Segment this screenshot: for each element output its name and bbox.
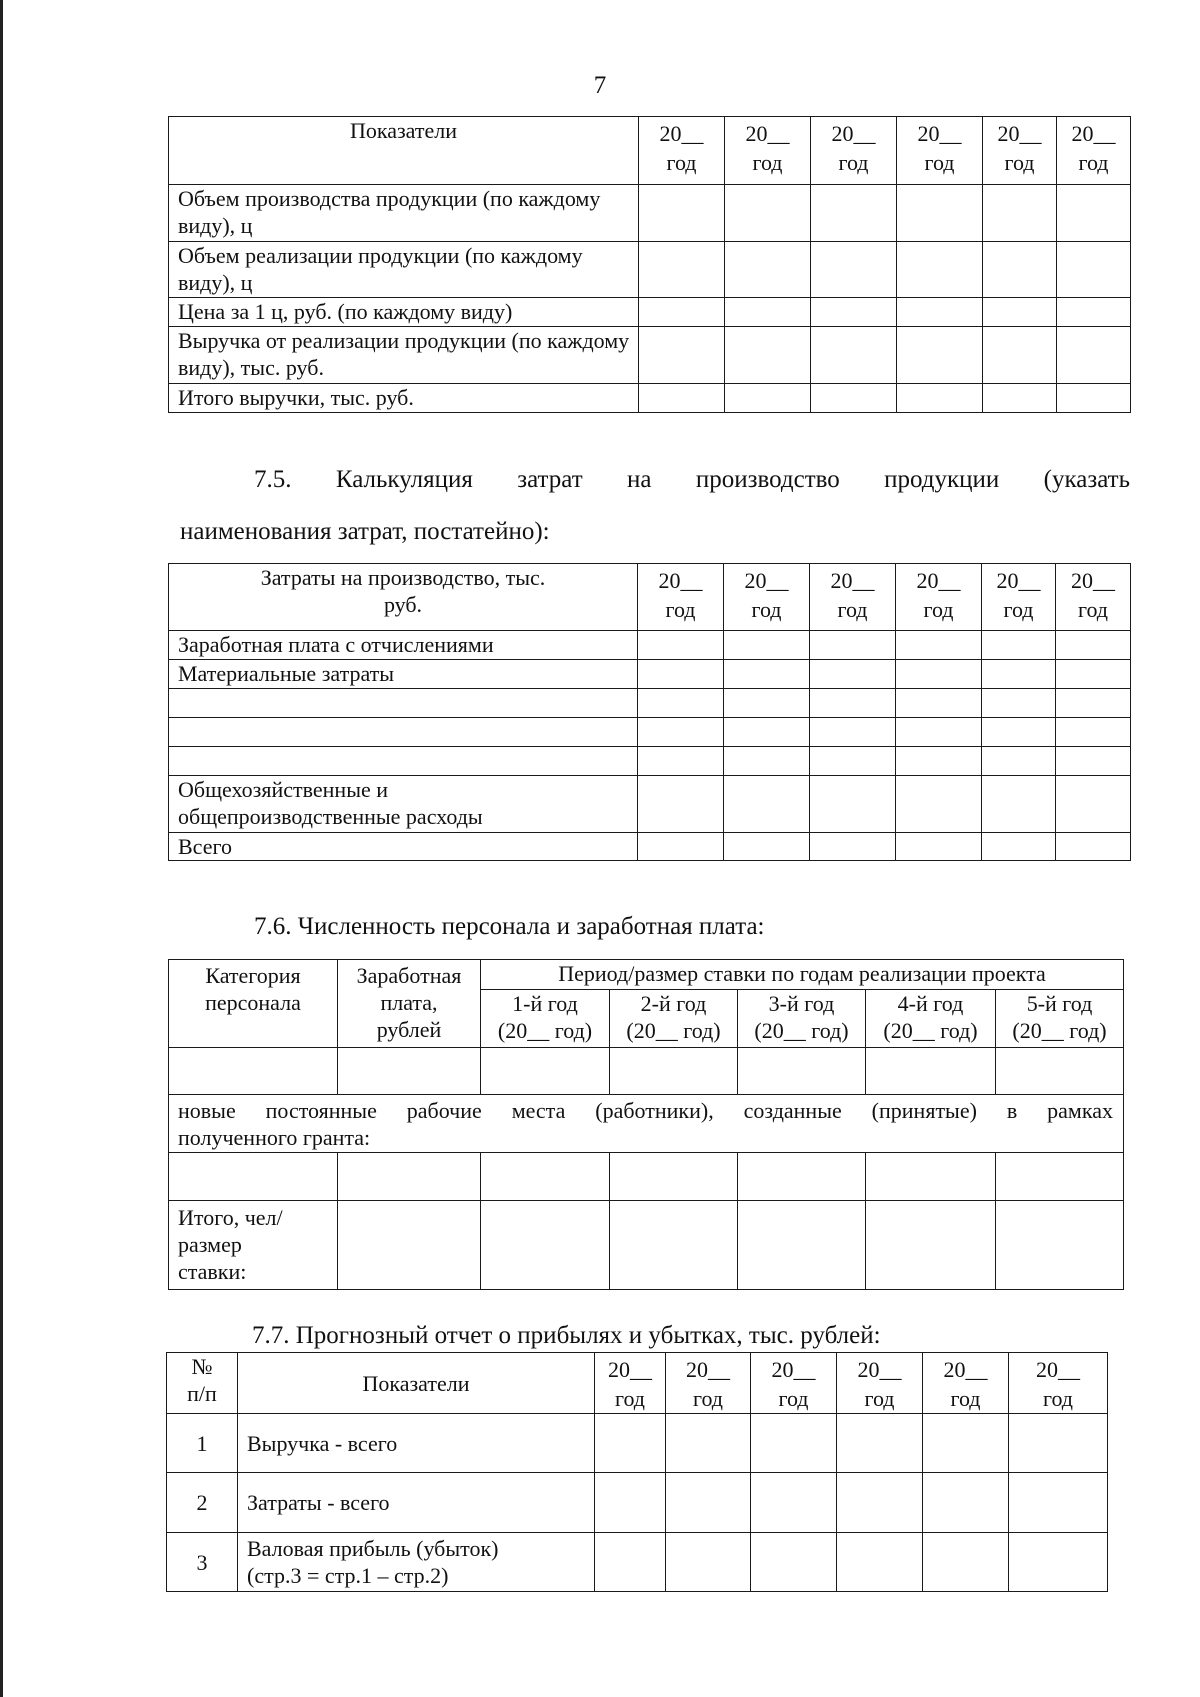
value-cell[interactable]: [639, 384, 725, 413]
value-cell[interactable]: [810, 718, 896, 747]
table-row: [167, 1414, 1108, 1473]
year-1-header: 1-й год (20__ год): [481, 990, 610, 1048]
value-cell[interactable]: [897, 242, 983, 298]
page-edge: [0, 0, 3, 1697]
table-row: [169, 631, 1131, 660]
indicators-header: Показатели: [238, 1353, 595, 1414]
section-7-6-heading: 7.6. Численность персонала и заработная плата:: [254, 913, 765, 940]
value-cell[interactable]: [897, 384, 983, 413]
value-cell[interactable]: [1057, 298, 1131, 327]
row-label: Цена за 1 ц, руб. (по каждому виду): [169, 298, 639, 327]
table-row: [167, 1533, 1108, 1592]
category-header: Категория персонала: [169, 960, 338, 1048]
value-cell[interactable]: [810, 776, 896, 833]
value-cell[interactable]: [724, 689, 810, 718]
value-cell[interactable]: [1009, 1414, 1108, 1473]
value-cell[interactable]: [1057, 384, 1131, 413]
value-cell[interactable]: [738, 1153, 866, 1201]
value-cell[interactable]: [923, 1414, 1009, 1473]
value-cell[interactable]: [983, 384, 1057, 413]
value-cell[interactable]: [639, 185, 725, 242]
value-cell[interactable]: [610, 1048, 738, 1095]
year-header: 20__ год: [810, 564, 896, 631]
row-label: Выручка от реализации продукции (по каждому виду), тыс. руб.: [169, 327, 639, 384]
value-cell[interactable]: [896, 689, 982, 718]
year-header: 20__ год: [639, 117, 725, 185]
value-cell[interactable]: [897, 327, 983, 384]
year-3-header: 3-й год (20__ год): [738, 990, 866, 1048]
value-cell[interactable]: [983, 298, 1057, 327]
value-cell[interactable]: [982, 747, 1056, 776]
value-cell[interactable]: [982, 718, 1056, 747]
value-cell[interactable]: [983, 327, 1057, 384]
table-row: [169, 298, 1131, 327]
year-header: 20__ год: [811, 117, 897, 185]
value-cell[interactable]: [896, 833, 982, 861]
value-cell[interactable]: [724, 747, 810, 776]
value-cell[interactable]: [610, 1153, 738, 1201]
value-cell[interactable]: [837, 1533, 923, 1592]
table-row: [169, 689, 1131, 718]
value-cell[interactable]: [738, 1048, 866, 1095]
value-cell[interactable]: [638, 689, 724, 718]
value-cell[interactable]: [811, 298, 897, 327]
row-label: Итого выручки, тыс. руб.: [169, 384, 639, 413]
value-cell[interactable]: [837, 1473, 923, 1533]
row-number: 2: [167, 1473, 238, 1533]
year-header: 20__ год: [595, 1353, 666, 1414]
table-row: [169, 185, 1131, 242]
value-cell[interactable]: [996, 1201, 1124, 1290]
table-row: [167, 1473, 1108, 1533]
value-cell[interactable]: [639, 242, 725, 298]
year-header: 20__ год: [1009, 1353, 1108, 1414]
value-cell[interactable]: [923, 1473, 1009, 1533]
value-cell[interactable]: [810, 631, 896, 660]
value-cell[interactable]: [982, 660, 1056, 689]
value-cell[interactable]: [638, 747, 724, 776]
period-header: Период/размер ставки по годам реализации проекта: [481, 960, 1124, 990]
year-5-header: 5-й год (20__ год): [996, 990, 1124, 1048]
value-cell[interactable]: [866, 1201, 996, 1290]
section-7-5-heading: 7.5. Калькуляция затрат на производство продукции (указать наименования затрат, постатейно):: [180, 466, 1130, 545]
row-label: Объем реализации продукции (по каждому виду), ц: [169, 242, 639, 298]
value-cell[interactable]: [724, 833, 810, 861]
table-row: [169, 1153, 1124, 1201]
value-cell[interactable]: [811, 242, 897, 298]
value-cell[interactable]: [1057, 242, 1131, 298]
table-row: [169, 384, 1131, 413]
page-number: 7: [593, 72, 607, 99]
row-label: Затраты - всего: [238, 1473, 595, 1533]
value-cell[interactable]: [983, 242, 1057, 298]
value-cell[interactable]: [610, 1201, 738, 1290]
value-cell[interactable]: [996, 1048, 1124, 1095]
value-cell[interactable]: [1056, 718, 1131, 747]
row-label: Выручка - всего: [238, 1414, 595, 1473]
value-cell[interactable]: [595, 1533, 666, 1592]
value-cell[interactable]: [725, 384, 811, 413]
year-header: 20__ год: [1056, 564, 1131, 631]
value-cell[interactable]: [982, 776, 1056, 833]
salary-cell[interactable]: [338, 1201, 481, 1290]
value-cell[interactable]: [810, 747, 896, 776]
value-cell[interactable]: [811, 384, 897, 413]
value-cell[interactable]: [837, 1414, 923, 1473]
table-row: [169, 747, 1131, 776]
value-cell[interactable]: [595, 1473, 666, 1533]
value-cell[interactable]: [896, 776, 982, 833]
value-cell[interactable]: [1057, 185, 1131, 242]
salary-header: Заработная плата, рублей: [338, 960, 481, 1048]
table-row: [169, 242, 1131, 298]
value-cell[interactable]: [481, 1048, 610, 1095]
value-cell[interactable]: [896, 660, 982, 689]
value-cell[interactable]: [638, 660, 724, 689]
row-label: Общехозяйственные и общепроизводственные расходы: [169, 776, 638, 833]
value-cell[interactable]: [996, 1153, 1124, 1201]
table-row: [169, 327, 1131, 384]
value-cell[interactable]: [1056, 776, 1131, 833]
costs-header: Затраты на производство, тыс. руб.: [169, 564, 638, 631]
value-cell[interactable]: [725, 327, 811, 384]
value-cell[interactable]: [666, 1414, 751, 1473]
row-number: 1: [167, 1414, 238, 1473]
value-cell[interactable]: [983, 185, 1057, 242]
table-row: [169, 718, 1131, 747]
value-cell[interactable]: [1056, 833, 1131, 861]
value-cell[interactable]: [481, 1201, 610, 1290]
year-header: 20__ год: [982, 564, 1056, 631]
total-label: Итого, чел/размер ставки:: [169, 1201, 338, 1290]
value-cell[interactable]: [751, 1414, 837, 1473]
year-2-header: 2-й год (20__ год): [610, 990, 738, 1048]
value-cell[interactable]: [751, 1533, 837, 1592]
value-cell[interactable]: [638, 776, 724, 833]
value-cell[interactable]: [810, 689, 896, 718]
value-cell[interactable]: [897, 185, 983, 242]
value-cell[interactable]: [481, 1153, 610, 1201]
value-cell[interactable]: [738, 1201, 866, 1290]
value-cell[interactable]: [724, 631, 810, 660]
value-cell[interactable]: [1057, 327, 1131, 384]
year-header: 20__ год: [725, 117, 811, 185]
value-cell[interactable]: [724, 776, 810, 833]
row-label: Всего: [169, 833, 638, 861]
row-label: Объем производства продукции (по каждому виду), ц: [169, 185, 639, 242]
value-cell[interactable]: [725, 242, 811, 298]
value-cell[interactable]: [638, 631, 724, 660]
staff-table: [168, 959, 1124, 1290]
value-cell[interactable]: [896, 718, 982, 747]
value-cell[interactable]: [666, 1473, 751, 1533]
value-cell[interactable]: [1009, 1533, 1108, 1592]
section-7-7-heading: 7.7. Прогнозный отчет о прибылях и убытках, тыс. рублей:: [252, 1322, 881, 1349]
value-cell[interactable]: [982, 689, 1056, 718]
value-cell[interactable]: [811, 327, 897, 384]
value-cell[interactable]: [896, 631, 982, 660]
row-label: Заработная плата с отчислениями: [169, 631, 638, 660]
value-cell[interactable]: [982, 833, 1056, 861]
revenue-table: [168, 116, 1131, 413]
year-header: 20__ год: [983, 117, 1057, 185]
new-jobs-row: [169, 1095, 1124, 1153]
value-cell[interactable]: [1056, 689, 1131, 718]
value-cell[interactable]: [923, 1533, 1009, 1592]
salary-cell[interactable]: [338, 1048, 481, 1095]
table-row: [169, 833, 1131, 861]
value-cell[interactable]: [639, 327, 725, 384]
value-cell[interactable]: [810, 660, 896, 689]
value-cell[interactable]: [751, 1473, 837, 1533]
row-label: Валовая прибыль (убыток) (стр.3 = стр.1 – стр.2): [238, 1533, 595, 1592]
value-cell[interactable]: [595, 1414, 666, 1473]
value-cell[interactable]: [810, 833, 896, 861]
year-header: 20__ год: [638, 564, 724, 631]
year-header: 20__ год: [751, 1353, 837, 1414]
value-cell[interactable]: [725, 298, 811, 327]
value-cell[interactable]: [811, 185, 897, 242]
value-cell[interactable]: [866, 1153, 996, 1201]
profit-loss-table: [166, 1352, 1108, 1592]
row-label[interactable]: [169, 747, 638, 776]
year-header: 20__ год: [923, 1353, 1009, 1414]
number-header: № п/п: [167, 1353, 238, 1414]
value-cell[interactable]: [1009, 1473, 1108, 1533]
value-cell[interactable]: [666, 1533, 751, 1592]
value-cell[interactable]: [866, 1048, 996, 1095]
value-cell[interactable]: [725, 185, 811, 242]
year-header: 20__ год: [1057, 117, 1131, 185]
year-4-header: 4-й год (20__ год): [866, 990, 996, 1048]
value-cell[interactable]: [1056, 631, 1131, 660]
year-header: 20__ год: [837, 1353, 923, 1414]
salary-cell[interactable]: [338, 1153, 481, 1201]
value-cell[interactable]: [896, 747, 982, 776]
category-cell[interactable]: [169, 1153, 338, 1201]
costs-table: [168, 563, 1131, 861]
value-cell[interactable]: [639, 298, 725, 327]
row-label[interactable]: [169, 718, 638, 747]
value-cell[interactable]: [724, 718, 810, 747]
row-label[interactable]: [169, 689, 638, 718]
year-header: 20__ год: [897, 117, 983, 185]
value-cell[interactable]: [897, 298, 983, 327]
value-cell[interactable]: [638, 833, 724, 861]
table-row: [169, 660, 1131, 689]
year-header: 20__ год: [666, 1353, 751, 1414]
category-cell[interactable]: [169, 1048, 338, 1095]
row-number: 3: [167, 1533, 238, 1592]
value-cell[interactable]: [1056, 747, 1131, 776]
indicators-header: Показатели: [169, 117, 639, 185]
new-jobs-label: новые постоянные рабочие места (работники), созданные (принятые) в рамках полученного гранта:: [169, 1095, 1124, 1153]
table-row: [169, 1048, 1124, 1095]
total-row: [169, 1201, 1124, 1290]
value-cell[interactable]: [982, 631, 1056, 660]
table-row: [169, 776, 1131, 833]
value-cell[interactable]: [724, 660, 810, 689]
year-header: 20__ год: [896, 564, 982, 631]
value-cell[interactable]: [1056, 660, 1131, 689]
year-header: 20__ год: [724, 564, 810, 631]
row-label: Материальные затраты: [169, 660, 638, 689]
value-cell[interactable]: [638, 718, 724, 747]
